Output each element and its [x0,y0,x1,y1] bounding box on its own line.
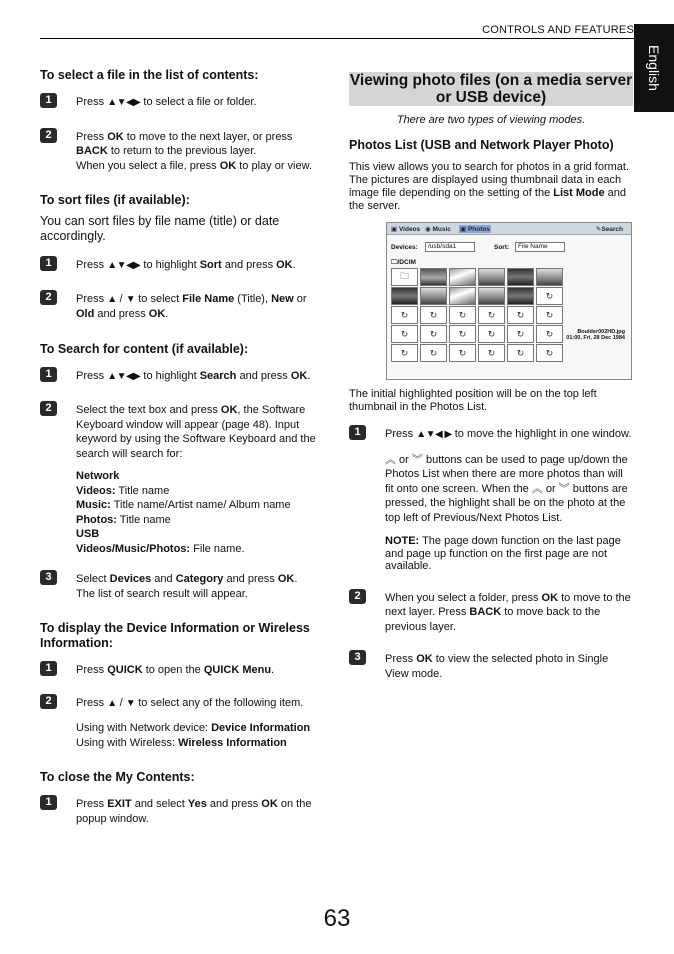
tab-videos: ▣ Videos [391,226,421,233]
sort-label: Sort: [494,244,510,251]
search-icon: ✎ [595,226,602,233]
step-number-2: 2 [40,694,57,709]
step-3 [40,570,325,601]
devices-field: /usb/sda1 [425,242,475,252]
photos-list-heading: Photos List (USB and Network Player Photo) [349,138,614,152]
step-number-1: 1 [40,256,57,271]
step-text: Press OK to view the selected photo in Single View mode. [385,653,609,680]
loading-thumbnail: ↻ [391,344,418,362]
arrow-keys-icon: ▲▼◀ ▶ [416,429,452,440]
section-title: Viewing photo files (on a media server or USB device) [349,72,633,106]
language-tab [634,24,674,112]
page-up-icon: ︽ [531,482,543,495]
photo-thumbnail [478,287,505,305]
photo-thumbnail [391,287,418,305]
step-number-1: 1 [40,661,57,676]
loading-thumbnail: ↻ [420,306,447,324]
step-3 [349,650,633,681]
photo-thumbnail [420,287,447,305]
loading-thumbnail: ↻ [478,325,505,343]
step-number-1: 1 [349,425,366,440]
down-arrow-icon: ▼ [125,697,136,709]
step-1 [40,256,325,274]
loading-thumbnail: ↻ [507,344,534,362]
photo-thumbnail [507,287,534,305]
left-column [40,68,325,826]
step-1 [40,795,325,826]
step-1 [40,661,325,678]
step-1 [40,367,325,385]
step-1 [349,425,633,573]
folder-thumbnail: 🗀 [391,268,418,286]
loading-thumbnail: ↻ [536,287,563,305]
device-info-section [40,621,325,750]
arrow-keys-icon: ▲▼◀▶ [107,97,141,108]
search-content-section [40,342,325,602]
step-number-2: 2 [40,128,57,143]
step-text: Select Devices and Category and press OK. The list of search result will appear. [76,573,298,600]
step-text: Press ▲▼◀ ▶ to move the highlight in one window. ︽ or ︾ buttons can be used to page up/down the Photos List when there are more photos than will fit onto one screen. When the ︽ or ︾ buttons are pressed, the highlight shall be on the photo at the top left of Previous/Next Photos List. NOTE: The page down function on the last page and page up function on the first page are not available. [385,428,632,572]
photos-list-intro: This view allows you to search for photos in a grid format. The pictures are displayed using thumbnail data in each image file depending on the setting of the List Mode and the server. [349,161,630,212]
step-number-2: 2 [40,290,57,305]
loading-thumbnail: ↻ [449,306,476,324]
step-text: Press OK to move to the next layer, or press BACK to return to the previous layer. When you select a file, press OK to play or view. [76,130,313,172]
photo-thumbnail [420,268,447,286]
photo-thumbnail [536,268,563,286]
photo-thumbnail [449,287,476,305]
step-text: Press EXIT and select Yes and press OK on the popup window. [76,798,312,825]
step-1 [40,93,325,111]
photos-list-screenshot [386,222,632,380]
initial-position-text: The initial highlighted position will be on the top left thumbnail in the Photos List. [349,388,597,413]
step-2 [40,128,325,174]
step-text: Press ▲▼◀▶ to select a file or folder. [76,96,257,108]
step-number-3: 3 [40,570,57,585]
close-section [40,770,325,826]
sort-field: File Name [515,242,565,252]
tab-music: ◉ Music [425,226,451,233]
loading-thumbnail: ↻ [507,306,534,324]
step-text: Press ▲▼◀▶ to highlight Sort and press OK. [76,259,296,271]
section-subtitle: There are two types of viewing modes. [396,114,586,126]
right-steps [349,388,633,681]
loading-thumbnail: ↻ [478,344,505,362]
step-2 [349,589,633,635]
loading-thumbnail: ↻ [449,344,476,362]
page-up-icon: ︽ [385,453,396,466]
step-2 [40,401,325,556]
file-name: Boulder002HD.jpg [577,329,625,335]
step-number-2: 2 [40,401,57,416]
loading-thumbnail: ↻ [536,344,563,362]
arrow-keys-icon: ▲▼◀▶ [107,370,141,382]
page-number: 63 [323,905,351,932]
sort-files-section [40,193,325,322]
select-file-section [40,68,325,173]
file-date: 01:00, Fri, 28 Dec 1984 [566,335,625,341]
step-text: Press ▲ / ▼ to select any of the following item. Using with Network device: Device Information Using with Wireless: Wireless Information [76,696,311,749]
step-2 [40,694,325,751]
devices-label: Devices: [391,244,418,251]
arrow-keys-icon: ▲▼◀▶ [107,260,141,271]
search-content-heading: To Search for content (if available): [40,341,249,356]
sort-files-heading: To sort files (if available): [40,193,190,207]
header-rule [40,38,634,39]
language-tab-label: English [646,45,662,91]
tab-photos: ▣ Photos [460,226,490,233]
page-down-icon: ︾ [558,482,570,495]
step-number-2: 2 [349,589,366,604]
loading-thumbnail: ↻ [507,325,534,343]
close-heading: To close the My Contents: [40,770,195,784]
loading-thumbnail: ↻ [420,325,447,343]
header-section-title: CONTROLS AND FEATURES [482,24,634,36]
loading-thumbnail: ↻ [391,325,418,343]
loading-thumbnail: ↻ [478,306,505,324]
photo-thumbnail [507,268,534,286]
screen-tab-bar [387,223,631,235]
folder-path: 🗀/DCIM [391,259,416,266]
loading-thumbnail: ↻ [420,344,447,362]
step-text: Press ▲ / ▼ to select File Name (Title), New or Old and press OK. [76,292,307,320]
loading-thumbnail: ↻ [449,325,476,343]
step-text: When you select a folder, press OK to move to the next layer. Press BACK to move back to the previous layer. [385,591,631,633]
sort-files-intro: You can sort files by file name (title) or date accordingly. [40,214,280,243]
loading-thumbnail: ↻ [536,325,563,343]
step-number-1: 1 [40,367,57,382]
down-arrow-icon: ▼ [125,293,136,305]
loading-thumbnail: ↻ [536,306,563,324]
photo-thumbnail [449,268,476,286]
right-column [349,72,633,213]
step-number-3: 3 [349,650,366,665]
step-number-1: 1 [40,93,57,108]
up-arrow-icon: ▲ [107,293,117,305]
search-tab: ✎Search [595,226,623,233]
up-arrow-icon: ▲ [107,697,117,709]
step-number-1: 1 [40,795,57,810]
device-info-heading: To display the Device Information or Wireless Information: [40,621,310,650]
step-text: Press ▲▼◀▶ to highlight Search and press OK. [76,369,311,382]
step-2 [40,290,325,322]
step-text: Select the text box and press OK, the Software Keyboard window will appear (page 48). Input keyword by using the Software Keyboard and the search will search for: Network Videos: Title name Music: Title name/Artist name/ Album name Photos: Title name USB Videos/Music/Photos: File name. [76,404,316,555]
folder-icon: 🗀 [391,259,398,266]
loading-thumbnail: ↻ [391,306,418,324]
step-text: Press QUICK to open the QUICK Menu. [76,664,275,676]
select-file-heading: To select a file in the list of contents: [40,68,259,82]
page-down-icon: ︾ [411,453,423,466]
photo-thumbnail [478,268,505,286]
